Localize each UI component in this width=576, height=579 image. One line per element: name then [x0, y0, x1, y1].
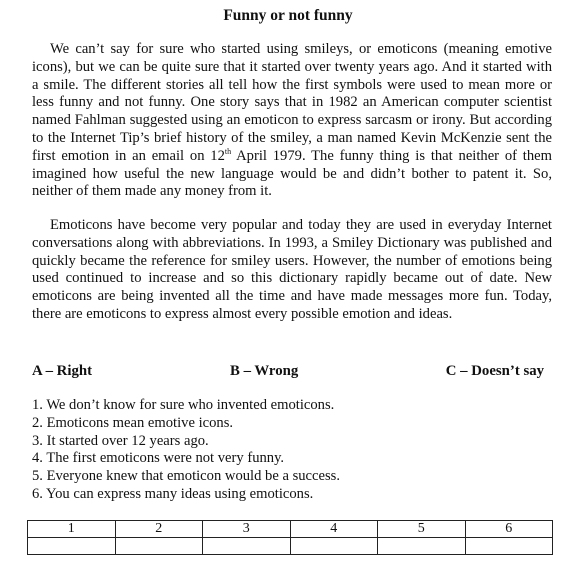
answer-column-header: 2 [115, 521, 203, 538]
answer-cell-3[interactable] [203, 538, 291, 555]
statement-item: 6. You can express many ideas using emoticons. [32, 485, 314, 502]
answer-cell-5[interactable] [378, 538, 466, 555]
paragraph-1-text-continued: April 1979. The funny thing is that neither of them imagined how useful the new language would be and didn’t bother to patent it. So, neither of them made any money from it. [32, 147, 552, 200]
option-b-wrong: B – Wrong [230, 363, 299, 379]
answer-column-header: 4 [290, 521, 378, 538]
answer-table-answer-row [28, 538, 553, 555]
answer-table-header-row [28, 521, 553, 538]
answer-options [32, 361, 544, 381]
ordinal-suffix: th [224, 146, 232, 156]
answer-cell-1[interactable] [28, 538, 116, 555]
reading-paragraph-1 [32, 41, 552, 201]
statement-item: 4. The first emoticons were not very funny. [32, 450, 285, 467]
paragraph-1-text: We can’t say for sure who started using smileys, or emoticons (meaning emotive icons), but we can be quite sure that it started over twenty years ago. And it started with a smile. The different stories all tell how the first symbols were used to mean more or less funny and not funny. One story says that in 1982 an American computer scientist named Fahlman suggested using an emoticon to express sarcasm or irony. But according to the Internet Tip’s brief history of the smiley, a man named Kevin McKenzie sent the first emotion in an email on 12 [32, 41, 552, 164]
statement-item: 3. It started over 12 years ago. [32, 432, 209, 449]
statement-list [32, 397, 340, 504]
answer-cell-4[interactable] [290, 538, 378, 555]
option-c-doesnt-say: C – Doesn’t say [445, 363, 544, 379]
answer-column-header: 6 [465, 521, 553, 538]
option-a-right: A – Right [32, 363, 93, 379]
answer-column-header: 5 [378, 521, 466, 538]
statement-item: 1. We don’t know for sure who invented emoticons. [32, 397, 335, 413]
statement-item: 2. Emoticons mean emotive icons. [32, 414, 234, 431]
statement-item: 5. Everyone knew that emoticon would be a success. [32, 468, 341, 485]
reading-paragraph-2: Emoticons have become very popular and today they are used in everyday Internet conversations along with abbreviations. In 1993, a Smiley Dictionary was published and quickly became the reference for smiley users. However, the number of emotions being used continued to increase and so this dictionary rapidly became out of date. New emoticons are being invented all the time and have made messages more fun. Today, there are emoticons to express almost every possible emotion and ideas. [32, 217, 552, 322]
answer-cell-2[interactable] [115, 538, 203, 555]
answer-table [27, 520, 553, 555]
answer-column-header: 3 [203, 521, 291, 538]
answer-column-header: 1 [28, 521, 116, 538]
answer-cell-6[interactable] [465, 538, 553, 555]
worksheet-title: Funny or not funny [223, 7, 353, 24]
